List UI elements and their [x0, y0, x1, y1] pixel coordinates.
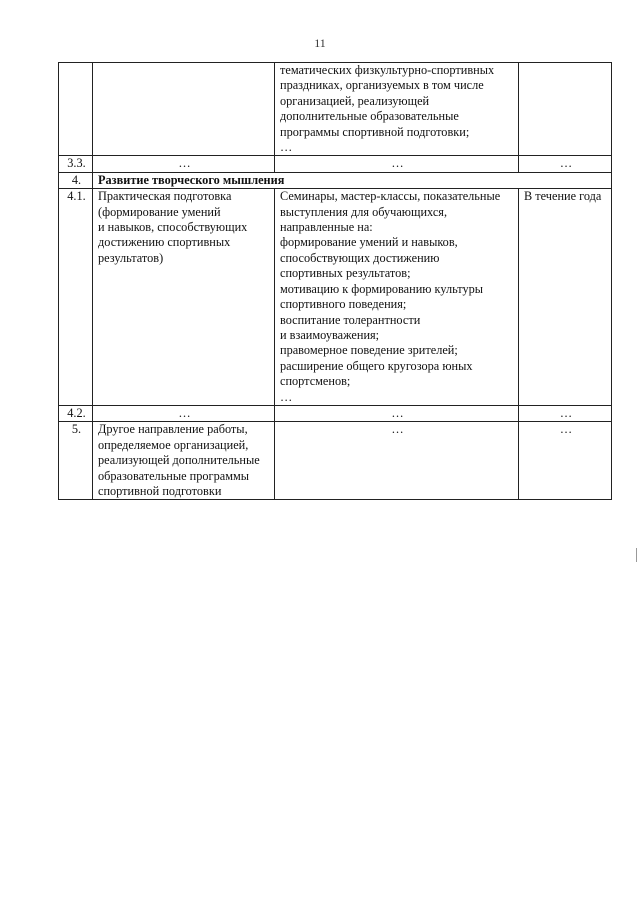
direction-cell	[93, 189, 275, 406]
direction-cell	[93, 422, 275, 500]
row-number-cell: 4.2.	[59, 405, 93, 421]
activities-line: способствующих достижению	[280, 250, 440, 265]
direction-line: определяемое организацией,	[98, 437, 249, 452]
timing-cell: …	[519, 422, 612, 500]
activities-line: программы спортивной подготовки;	[280, 124, 470, 139]
direction-cell: …	[93, 156, 275, 172]
activities-line: организацией, реализующей	[280, 93, 430, 108]
direction-line: реализующей дополнительные	[98, 453, 260, 468]
direction-line: Другое направление работы,	[98, 422, 248, 437]
activities-line: выступления для обучающихся,	[280, 204, 448, 219]
row-number-cell: 4.1.	[59, 189, 93, 406]
table-row	[59, 156, 612, 172]
timing-cell: …	[519, 156, 612, 172]
activities-line: спортивных результатов;	[280, 266, 411, 281]
table-row	[59, 63, 612, 156]
activities-line: праздниках, организуемых в том числе	[280, 78, 484, 93]
activities-cell	[275, 189, 519, 406]
table-row	[59, 405, 612, 421]
direction-cell	[93, 63, 275, 156]
section-title: Развитие творческого мышления	[93, 172, 612, 188]
row-number-cell: 5.	[59, 422, 93, 500]
timing-text: В течение года	[524, 189, 602, 204]
direction-line: образовательные программы	[98, 468, 250, 483]
activities-line: тематических физкультурно-спортивных	[280, 63, 495, 77]
direction-line: спортивной подготовки	[98, 483, 222, 498]
activities-line: воспитание толерантности	[280, 312, 421, 327]
activities-line: расширение общего кругозора юных	[280, 358, 473, 373]
row-number-cell	[59, 63, 93, 156]
activities-line: спортивного поведения;	[280, 297, 407, 312]
activities-cell: …	[275, 405, 519, 421]
direction-line: достижению спортивных	[98, 235, 231, 250]
activities-line: и взаимоуважения;	[280, 327, 380, 342]
activities-cell	[275, 63, 519, 156]
activities-line: дополнительные образовательные	[280, 109, 459, 124]
activities-line: спортсменов;	[280, 374, 351, 389]
direction-line: Практическая подготовка	[98, 189, 232, 204]
plan-table	[58, 62, 612, 500]
activities-line: формирование умений и навыков,	[280, 235, 458, 250]
direction-line: и навыков, способствующих	[98, 220, 248, 235]
activities-line: …	[280, 389, 293, 404]
activities-cell: …	[275, 156, 519, 172]
timing-cell: …	[519, 405, 612, 421]
activities-line: направленные на:	[280, 220, 373, 235]
table-row	[59, 422, 612, 500]
row-number-cell: 4.	[59, 172, 93, 188]
timing-cell	[519, 189, 612, 406]
direction-line: (формирование умений	[98, 204, 221, 219]
activities-line: правомерное поведение зрителей;	[280, 343, 458, 358]
direction-line: результатов)	[98, 250, 164, 265]
row-number-cell: 3.3.	[59, 156, 93, 172]
activities-cell: …	[275, 422, 519, 500]
activities-line: …	[280, 140, 293, 155]
scan-mark	[636, 548, 637, 562]
table-row	[59, 189, 612, 406]
page-number: 11	[314, 36, 326, 50]
timing-cell	[519, 63, 612, 156]
activities-line: Семинары, мастер-классы, показательные	[280, 189, 501, 204]
direction-cell: …	[93, 405, 275, 421]
table-row	[59, 172, 612, 188]
activities-line: мотивацию к формированию культуры	[280, 281, 484, 296]
